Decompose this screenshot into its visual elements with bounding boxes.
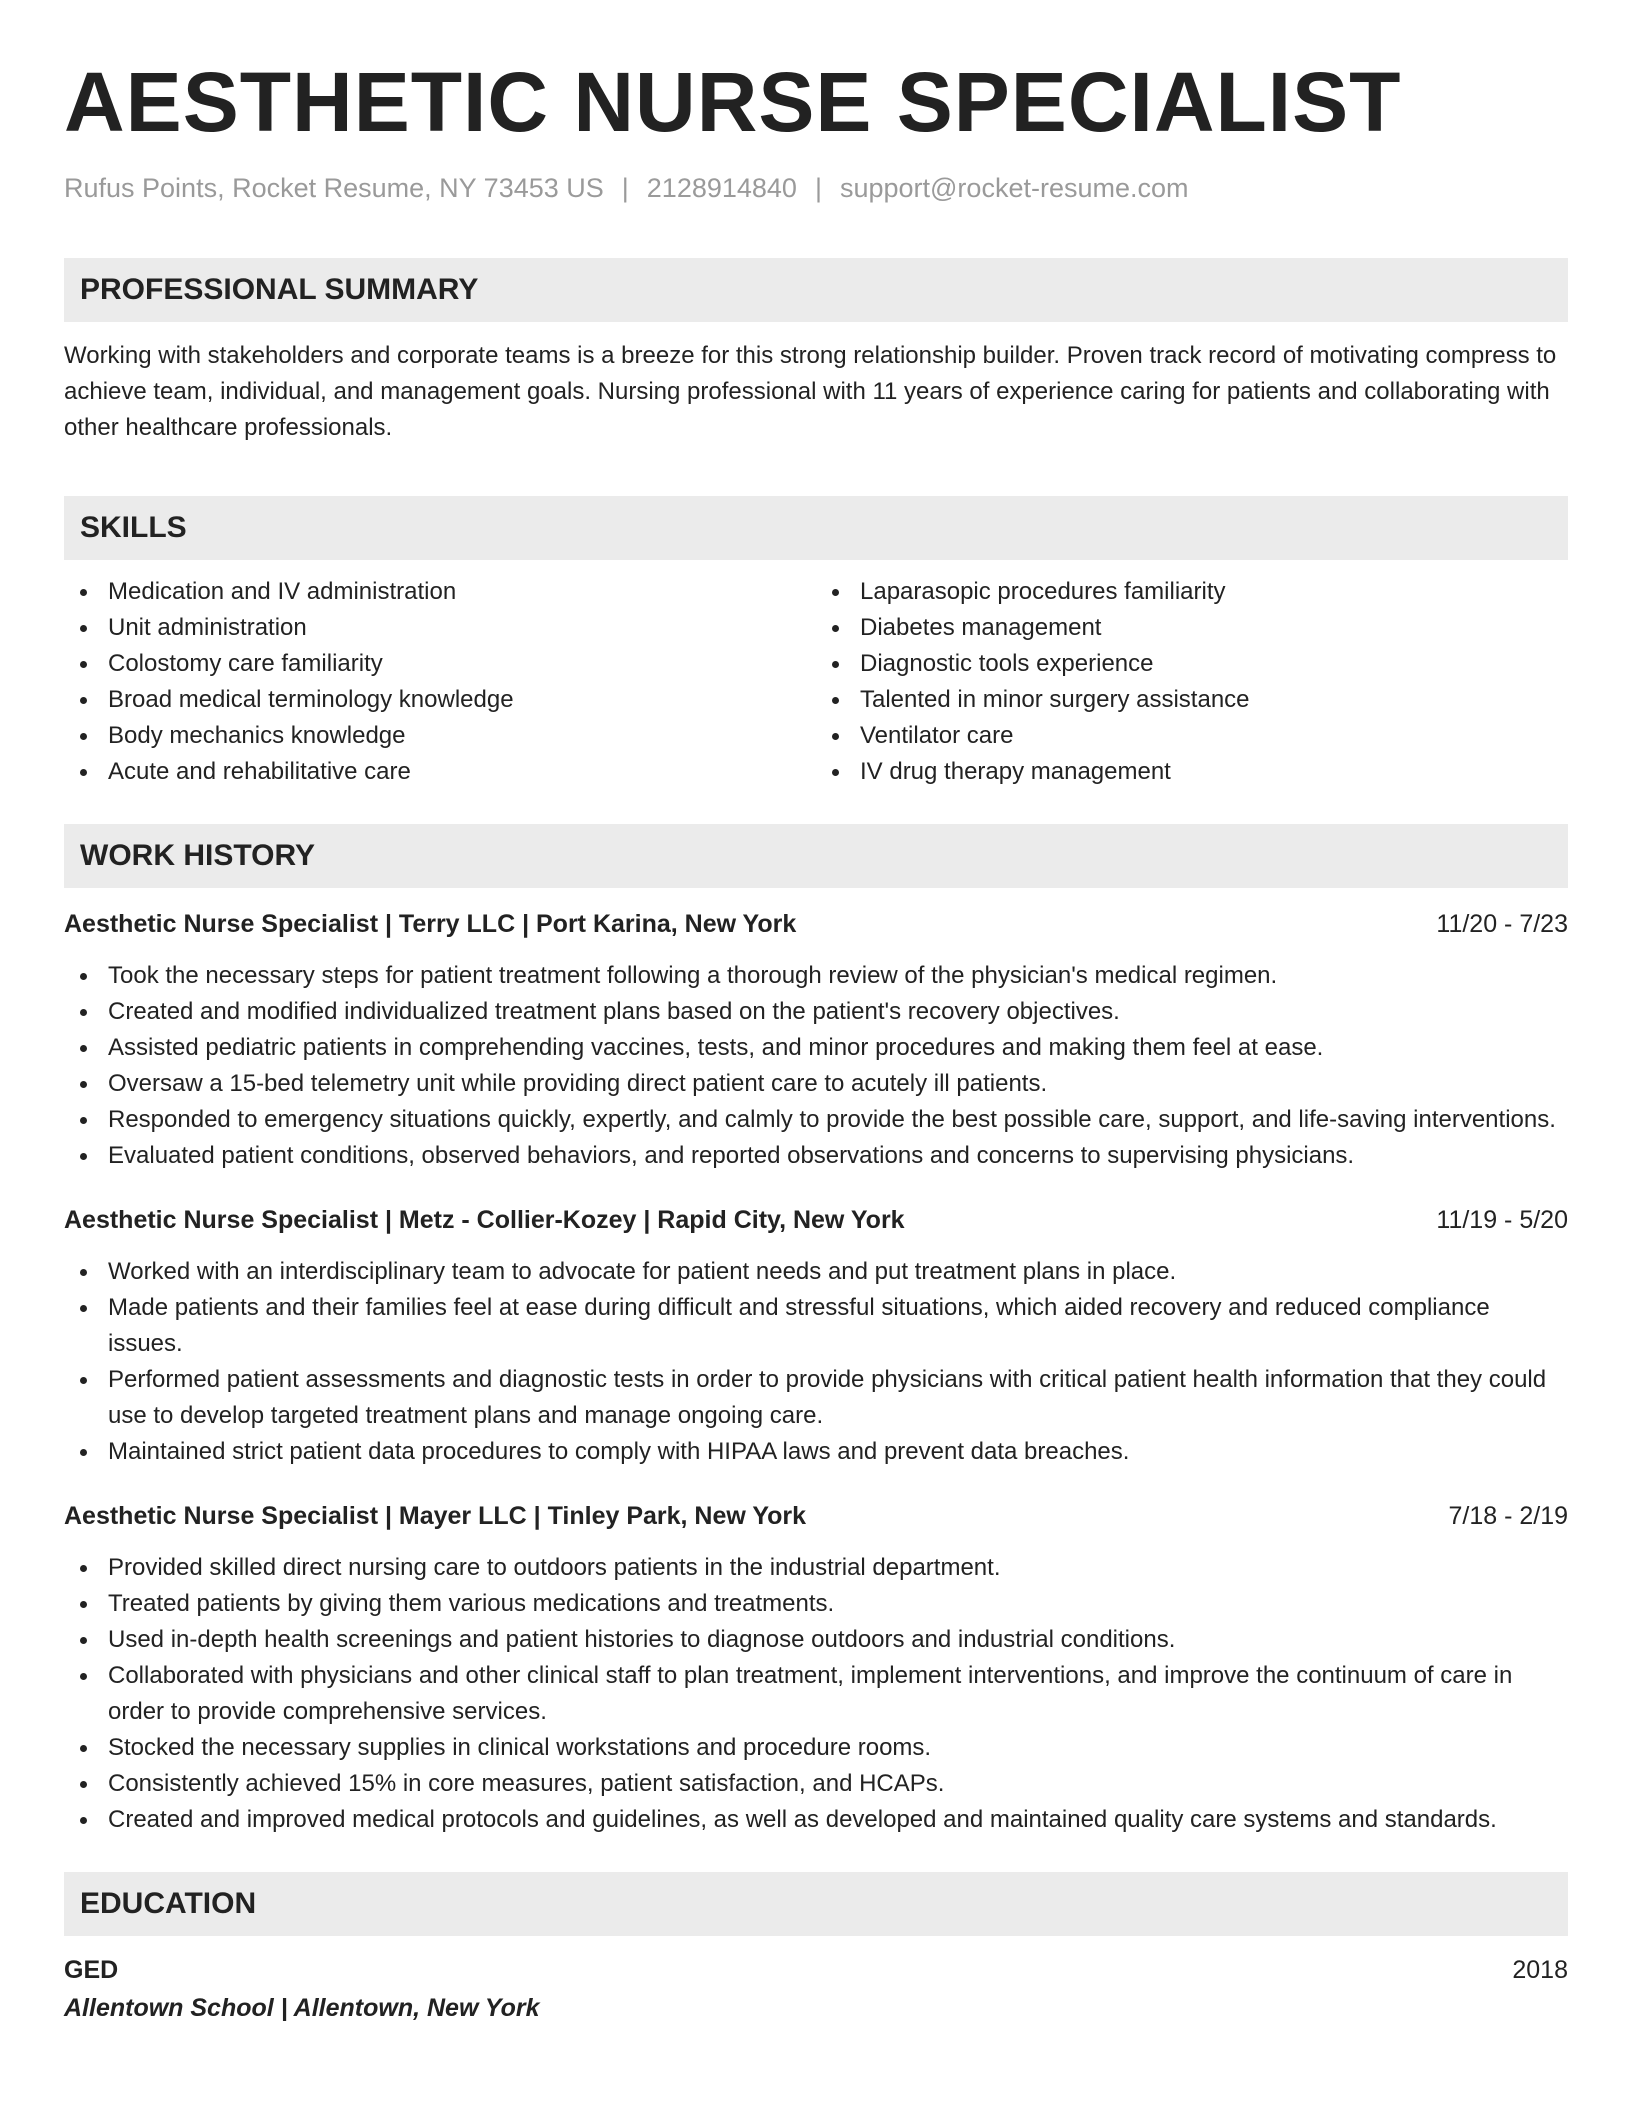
education-degree: GED	[64, 1956, 119, 1984]
skill-item: IV drug therapy management	[816, 754, 1568, 790]
skill-item: Colostomy care familiarity	[64, 646, 816, 682]
job-entry	[64, 906, 1568, 1174]
skill-item: Diabetes management	[816, 610, 1568, 646]
job-bullet: Used in-depth health screenings and patient histories to diagnose outdoors and industrial conditions.	[64, 1622, 1568, 1658]
job-bullet: Made patients and their families feel at ease during difficult and stressful situations, which aided recovery and reduced compliance issues.	[64, 1290, 1568, 1362]
summary-text: Working with stakeholders and corporate teams is a breeze for this strong relationship builder. Proven track record of motivating compress to achieve team, individual, and management goals. Nursing professional with 11 years of experience caring for patients and collaborating with other healthcare professionals.	[64, 342, 1557, 441]
job-dates: 7/18 - 2/19	[1448, 1502, 1568, 1530]
education-year: 2018	[1512, 1956, 1568, 1984]
job-dates: 11/20 - 7/23	[1436, 910, 1568, 938]
contact-phone: 2128914840	[646, 173, 797, 203]
contact-separator: |	[621, 173, 629, 203]
job-title: Aesthetic Nurse Specialist | Terry LLC | Port Karina, New York	[64, 910, 797, 938]
job-bullets	[64, 958, 1568, 1174]
job-bullet: Collaborated with physicians and other clinical staff to plan treatment, implement interventions, and improve the continuum of care in order to provide comprehensive services.	[64, 1658, 1568, 1730]
skill-item: Diagnostic tools experience	[816, 646, 1568, 682]
job-title: Aesthetic Nurse Specialist | Mayer LLC | Tinley Park, New York	[64, 1502, 807, 1530]
contact-line	[64, 170, 1568, 206]
skills-column-right	[816, 574, 1568, 790]
skill-item: Acute and rehabilitative care	[64, 754, 816, 790]
job-entry	[64, 1498, 1568, 1838]
job-bullet: Oversaw a 15-bed telemetry unit while providing direct patient care to acutely ill patients.	[64, 1066, 1568, 1102]
job-bullet: Assisted pediatric patients in comprehending vaccines, tests, and minor procedures and making them feel at ease.	[64, 1030, 1568, 1066]
job-bullet: Provided skilled direct nursing care to outdoors patients in the industrial department.	[64, 1550, 1568, 1586]
education-entry	[64, 1952, 1568, 2026]
contact-separator: |	[814, 173, 822, 203]
job-bullets	[64, 1254, 1568, 1470]
job-bullet: Responded to emergency situations quickly, expertly, and calmly to provide the best possible care, support, and life-saving interventions.	[64, 1102, 1568, 1138]
candidate-name: AESTHETIC NURSE SPECIALIST	[64, 55, 1402, 149]
skill-item: Broad medical terminology knowledge	[64, 682, 816, 718]
skills-column-left	[64, 574, 816, 790]
job-bullet: Stocked the necessary supplies in clinical workstations and procedure rooms.	[64, 1730, 1568, 1766]
skill-item: Ventilator care	[816, 718, 1568, 754]
job-bullet: Consistently achieved 15% in core measures, patient satisfaction, and HCAPs.	[64, 1766, 1568, 1802]
job-entry	[64, 1202, 1568, 1470]
skills-list	[64, 574, 1568, 790]
job-bullet: Performed patient assessments and diagnostic tests in order to provide physicians with critical patient health information that they could use to develop targeted treatment plans and manage ongoing care.	[64, 1362, 1568, 1434]
section-heading-work-history: WORK HISTORY	[64, 824, 1568, 888]
section-heading-summary: PROFESSIONAL SUMMARY	[64, 258, 1568, 322]
job-bullet: Created and modified individualized treatment plans based on the patient's recovery objectives.	[64, 994, 1568, 1030]
job-title: Aesthetic Nurse Specialist | Metz - Collier-Kozey | Rapid City, New York	[64, 1206, 905, 1234]
contact-email: support@rocket-resume.com	[839, 173, 1189, 203]
skill-item: Medication and IV administration	[64, 574, 816, 610]
skill-item: Laparasopic procedures familiarity	[816, 574, 1568, 610]
education-school: Allentown School | Allentown, New York	[64, 1994, 540, 2022]
job-bullet: Worked with an interdisciplinary team to advocate for patient needs and put treatment plans in place.	[64, 1254, 1568, 1290]
job-dates: 11/19 - 5/20	[1436, 1206, 1568, 1234]
section-heading-skills: SKILLS	[64, 496, 1568, 560]
job-bullet: Took the necessary steps for patient treatment following a thorough review of the physician's medical regimen.	[64, 958, 1568, 994]
job-bullet: Maintained strict patient data procedures to comply with HIPAA laws and prevent data breaches.	[64, 1434, 1568, 1470]
job-bullet: Treated patients by giving them various medications and treatments.	[64, 1586, 1568, 1622]
skill-item: Body mechanics knowledge	[64, 718, 816, 754]
skill-item: Talented in minor surgery assistance	[816, 682, 1568, 718]
section-heading-education: EDUCATION	[64, 1872, 1568, 1936]
job-bullets	[64, 1550, 1568, 1838]
job-bullet: Created and improved medical protocols and guidelines, as well as developed and maintained quality care systems and standards.	[64, 1802, 1568, 1838]
job-bullet: Evaluated patient conditions, observed behaviors, and reported observations and concerns to supervising physicians.	[64, 1138, 1568, 1174]
contact-address: Rufus Points, Rocket Resume, NY 73453 US	[64, 173, 604, 203]
skill-item: Unit administration	[64, 610, 816, 646]
